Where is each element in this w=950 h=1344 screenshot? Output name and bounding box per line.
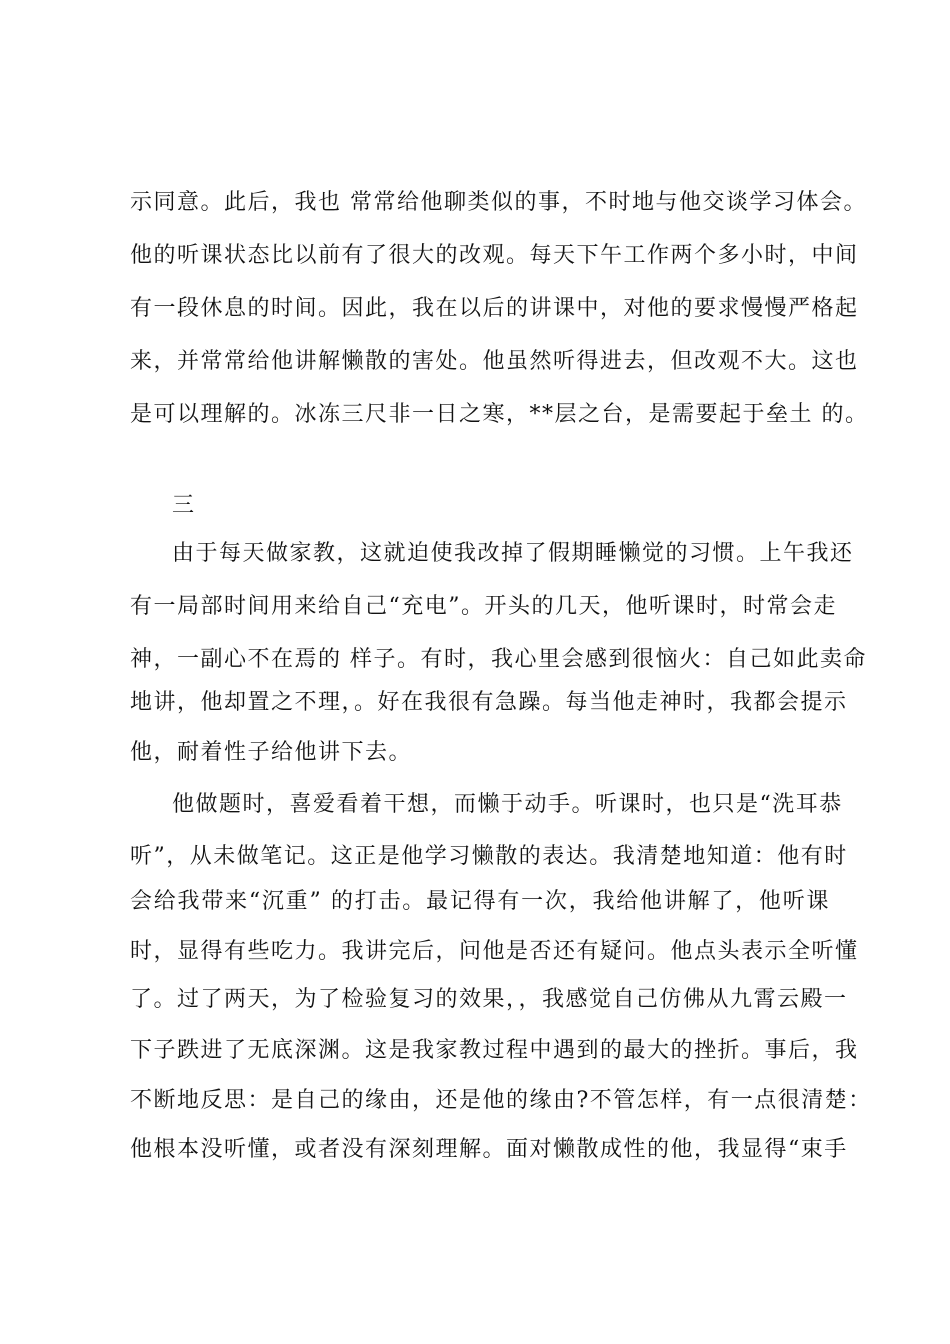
text-line: 他，耐着性子给他讲下去。 bbox=[130, 740, 413, 765]
text-line: 由于每天做家教，这就迫使我改掉了假期睡懒觉的习惯。上午我还 bbox=[172, 541, 854, 566]
text-line: 不断地反思：是自己的缘由，还是他的缘由?不管怎样，有一点很清楚： bbox=[130, 1088, 872, 1113]
text-line: 是可以理解的。冰冻三尺非一日之寒，**层之台，是需要起于垒土 的。 bbox=[130, 402, 869, 427]
section-heading: 三 bbox=[172, 493, 195, 518]
text-line: 听”，从未做笔记。这正是他学习懒散的表达。我清楚地知道：他有时 bbox=[130, 844, 848, 869]
text-line: 他根本没听懂，或者没有深刻理解。面对懒散成性的他，我显得“束手 bbox=[130, 1137, 848, 1162]
text-line: 有一局部时间用来给自己“充电”。开头的几天，他听课时，时常会走 bbox=[130, 594, 837, 619]
text-line: 他的听课状态比以前有了很大的改观。每天下午工作两个多小时，中间 bbox=[130, 243, 859, 268]
text-line: 地讲，他却置之不理，。好在我很有急躁。每当他走神时，我都会提示 bbox=[130, 690, 848, 715]
text-line: 来，并常常给他讲解懒散的害处。他虽然听得进去，但改观不大。这也 bbox=[130, 349, 859, 374]
text-line: 示同意。此后，我也 常常给他聊类似的事，不时地与他交谈学习体会。 bbox=[130, 190, 867, 215]
text-line: 时，显得有些吃力。我讲完后，问他是否还有疑问。他点头表示全听懂 bbox=[130, 939, 859, 964]
text-line: 他做题时，喜爱看着干想，而懒于动手。听课时，也只是“洗耳恭 bbox=[172, 792, 843, 817]
text-line: 了。过了两天，为了检验复习的效果，，我感觉自己仿佛从九霄云殿一 bbox=[130, 987, 848, 1012]
text-line: 下子跌进了无底深渊。这是我家教过程中遇到的最大的挫折。事后，我 bbox=[130, 1038, 859, 1063]
text-line: 有一段休息的时间。因此，我在以后的讲课中，对他的要求慢慢严格起 bbox=[130, 296, 859, 321]
text-line: 神，一副心不在焉的 样子。有时，我心里会感到很恼火：自己如此卖命 bbox=[130, 647, 867, 672]
text-line: 会给我带来“沉重” 的打击。最记得有一次，我给他讲解了，他听课 bbox=[130, 889, 830, 914]
